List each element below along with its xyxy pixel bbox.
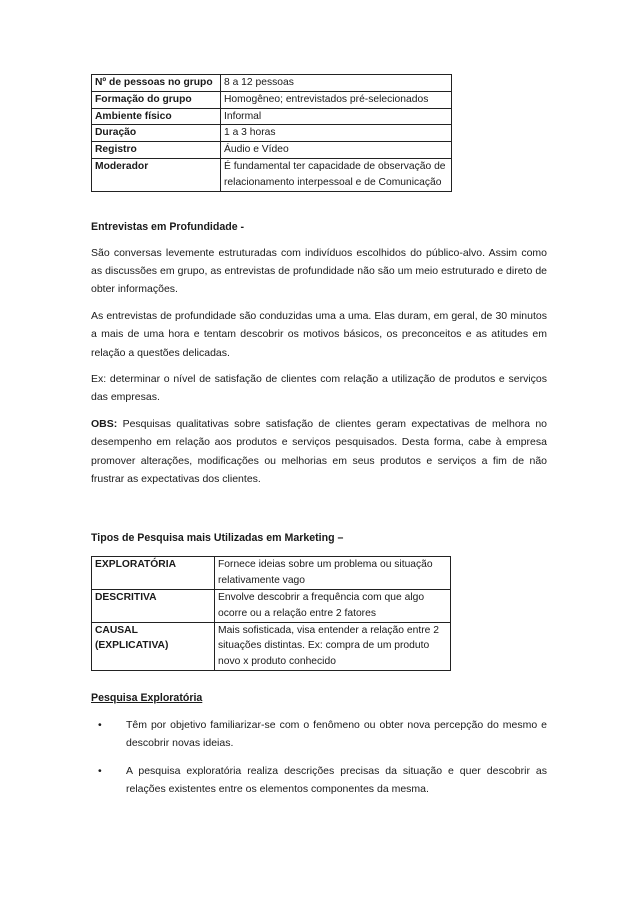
- table-label-cell: Ambiente físico: [92, 108, 221, 125]
- focus-group-table: [91, 74, 452, 192]
- table-value-cell: 8 a 12 pessoas: [221, 75, 452, 92]
- obs-paragraph: [91, 415, 547, 489]
- table-label-cell: CAUSAL (EXPLICATIVA): [92, 622, 215, 670]
- table-value-cell: Homogêneo; entrevistados pré-selecionados: [221, 91, 452, 108]
- table-value-cell: É fundamental ter capacidade de observação de relacionamento interpessoal e de Comunicação: [221, 158, 452, 191]
- table-row: [92, 590, 451, 623]
- paragraph: São conversas levemente estruturadas com indivíduos escolhidos do público-alvo. Assim como as discussões em grupo, as entrevistas de profundidade não são um meio estruturado e direto de obter informações.: [91, 246, 547, 296]
- table-row: [92, 557, 451, 590]
- table-row: [92, 158, 452, 191]
- table-value-cell: Fornece ideias sobre um problema ou situação relativamente vago: [215, 557, 451, 590]
- bullet-icon: •: [98, 764, 102, 777]
- table-value-cell: Envolve descobrir a frequência com que algo ocorre ou a relação entre 2 fatores: [215, 590, 451, 623]
- table-value-cell: Informal: [221, 108, 452, 125]
- table-label-cell: Formação do grupo: [92, 91, 221, 108]
- section-heading: Tipos de Pesquisa mais Utilizadas em Marketing –: [91, 532, 344, 545]
- section-heading: Pesquisa Exploratória: [91, 692, 203, 705]
- document-page: [91, 74, 547, 799]
- table-label-cell: Moderador: [92, 158, 221, 191]
- bullet-icon: •: [98, 719, 102, 732]
- paragraph: Ex: determinar o nível de satisfação de clientes com relação a utilização de produtos e serviços das empresas.: [91, 373, 547, 404]
- list-item: [91, 762, 547, 799]
- list-item-text: Têm por objetivo familiarizar-se com o fenômeno ou obter nova percepção do mesmo e descobrir novas ideias.: [126, 719, 547, 750]
- table-value-cell: Áudio e Vídeo: [221, 142, 452, 159]
- table-label-cell: DESCRITIVA: [92, 590, 215, 623]
- table-row: [92, 125, 452, 142]
- obs-text: Pesquisas qualitativas sobre satisfação de clientes geram expectativas de melhora no desempenho em relação aos produtos e serviços pesquisados. Desta forma, cabe à empresa promover alterações, modificações ou melhorias em seus produtos e serviços a fim de não frustrar as expectativas dos clientes.: [91, 417, 547, 486]
- table-value-cell: 1 a 3 horas: [221, 125, 452, 142]
- table-row: [92, 108, 452, 125]
- bullet-list: [91, 716, 547, 799]
- table-label-cell: EXPLORATÓRIA: [92, 557, 215, 590]
- table-label-cell: Nº de pessoas no grupo: [92, 75, 221, 92]
- paragraph: As entrevistas de profundidade são conduzidas uma a uma. Elas duram, em geral, de 30 minutos a mais de uma hora e tentam descobrir os motivos básicos, os preconceitos e as atitudes em relação a questões delicadas.: [91, 309, 547, 359]
- section-heading: Entrevistas em Profundidade -: [91, 220, 245, 233]
- table-row: [92, 91, 452, 108]
- table-row: [92, 75, 452, 92]
- list-item-text: A pesquisa exploratória realiza descrições precisas da situação e quer descobrir as relações existentes entre os elementos componentes da mesma.: [126, 764, 547, 796]
- list-item: [91, 716, 547, 753]
- table-value-cell: Mais sofisticada, visa entender a relação entre 2 situações distintas. Ex: compra de um produto novo x produto conhecido: [215, 622, 451, 670]
- research-types-table: [91, 556, 451, 671]
- obs-label: OBS:: [91, 417, 118, 430]
- table-row: [92, 142, 452, 159]
- table-label-cell: Registro: [92, 142, 221, 159]
- table-label-cell: Duração: [92, 125, 221, 142]
- table-row: [92, 622, 451, 670]
